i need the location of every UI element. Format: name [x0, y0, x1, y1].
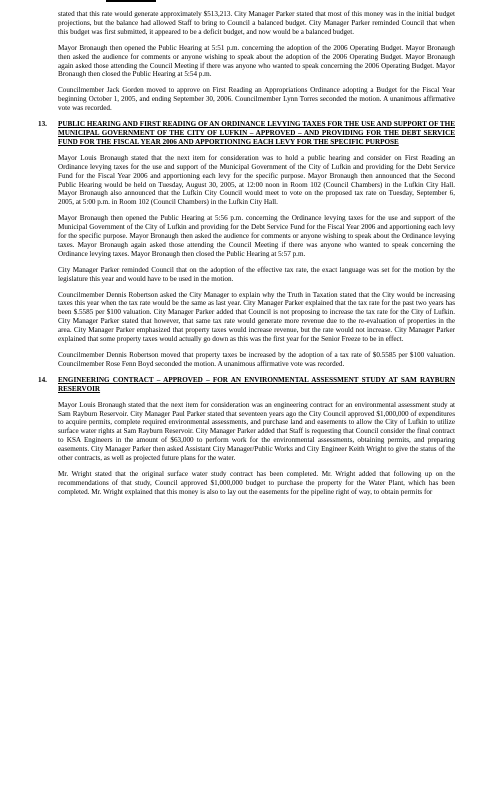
- agenda-item-13: [38, 120, 455, 147]
- agenda-item-14: [38, 375, 455, 394]
- paragraph: stated that this rate would generate approximately $513,213. City Manager Parker stated that most of this money was in the initial budget projections, but the balance had allowed Staff to bring to Council a balanced budget. City Manager Parker reminded Council that when this budget was first submitted, it appeared to be a deficit budget, and now would be a balanced budget.: [58, 10, 455, 36]
- item-title: PUBLIC HEARING AND FIRST READING OF AN ORDINANCE LEVYING TAXES FOR THE USE AND SUPPORT OF THE MUNICIPAL GOVERNMENT OF THE CITY OF LUFKIN – APPROVED – AND PROVIDING FOR THE DEBT SERVICE FUND FOR THE FISCAL YEAR 2006 AND APPORTIONING EACH LEVY FOR THE SPECIFIC PURPOSE: [58, 120, 455, 146]
- item-number: 13.: [38, 120, 47, 129]
- paragraph: City Manager Parker reminded Council that on the adoption of the effective tax rate, the exact language was set for the motion by the legislature this year and would have to be used in the motion.: [58, 265, 455, 283]
- paragraph: Mr. Wright stated that the original surface water study contract has been completed. Mr. Wright added that following up on the recommendations of that study, Council approved $1,000,000 budget to purchase the property for the Water Plant, which has been completed. Mr. Wright explained that this money is also to lay out the easements for the pipeline right of way, to obtain permits for: [58, 469, 455, 496]
- paragraph: Mayor Louis Bronaugh stated that the next item for consideration was to hold a public hearing and consider on First Reading an Ordinance levying taxes for the use and support of the Municipal Government of the City of Lufkin and providing for the Debt Service Fund for the Fiscal Year 2006 and apportioning each levy for the specific purpose. Mayor Bronaugh then announced that the Second Public Hearing would be held on Tuesday, August 30, 2005, at 12:00 noon in Room 102 (Council Chambers) in the Lufkin City Hall. Mayor Bronaugh also announced that the Lufkin City Council would meet to vote on the proposed tax rate on Tuesday, September 6, 2005, at 5:00 p.m. in Room 102 (Council Chambers) in the Lufkin City Hall.: [58, 153, 455, 207]
- paragraph: Councilmember Dennis Robertson moved that property taxes be increased by the adoption of a tax rate of $0.5585 per $100 valuation. Councilmember Rose Fenn Boyd seconded the motion. A unanimous affirmative vote was recorded.: [58, 351, 455, 368]
- item-title: ENGINEERING CONTRACT – APPROVED – FOR AN ENVIRONMENTAL ASSESSMENT STUDY AT SAM RAYBURN RESERVOIR: [58, 375, 455, 393]
- item-number: 14.: [38, 375, 47, 384]
- minutes-body: [38, 10, 455, 504]
- paragraph: Councilmember Jack Gorden moved to approve on First Reading an Appropriations Ordinance adopting a Budget for the Fiscal Year beginning October 1, 2005, and ending September 30, 2006. Councilmember Lynn Torres seconded the motion. A unanimous affirmative vote was recorded.: [58, 86, 455, 113]
- paragraph: Mayor Bronaugh then opened the Public Hearing at 5:56 p.m. concerning the Ordinance levying taxes for the use and support of the Municipal Government of the City of Lufkin and providing for the Debt Service Fund for the Fiscal Year 2006 and apportioning each levy for the specific purpose. Mayor Bronaugh then asked the audience for comments or anyone wishing to speak about the Ordinance levying taxes. Mayor Bronaugh again asked those attending the Council Meeting if there was anyone who wanted to speak concerning the Ordinance levying taxes. Mayor Bronaugh then closed the Public Hearing at 5:57 p.m.: [58, 214, 455, 258]
- paragraph: Councilmember Dennis Robertson asked the City Manager to explain why the Truth in Taxation stated that the City would be increasing taxes this year when the tax rate would be the same as last year. City Manager Parker explained that the tax rate for the past two years has been $.5585 per $100 valuation. City Manager Parker added that Council is not proposing to increase the tax rate for the City of Lufkin. City Manager Parker stated that however, that same tax rate would generate more revenue due to the re-evaluation of properties in the area. City Manager Parker emphasized that property taxes would increase revenue, but the rate would not increase. City Manager Parker explained that some property taxes would actually go down as this was the first year for the Senior Freeze to be in effect.: [58, 290, 455, 344]
- top-rule: [106, 0, 156, 2]
- paragraph: Mayor Louis Bronaugh stated that the next item for consideration was an engineering contract for an environmental assessment study at Sam Rayburn Reservoir. City Manager Paul Parker stated that seventeen years ago the City Council approved $1,000,000 of expenditures to acquire permits, complete required environmental assessments, and purchase land and easements to allow the City of Lufkin to utilize surface water rights at Sam Rayburn Reservoir. City Manager Parker added that Staff is requesting that Council consider the final contract to KSA Engineers in the amount of $63,000 to perform work for the environmental assessments, obtaining permits, and preparing easements. City Manager Parker then asked Assistant City Manager/Public Works and City Engineer Keith Wright to give the status of the other contracts, as well as projected future plans for the water.: [58, 400, 455, 463]
- paragraph: Mayor Bronaugh then opened the Public Hearing at 5:51 p.m. concerning the adoption of the 2006 Operating Budget. Mayor Bronaugh then asked the audience for comments or anyone wishing to speak about the adoption of the 2006 Operating Budget. Mayor Bronaugh again asked those attending the Council Meeting if there was anyone who wanted to speak concerning the 2006 Operating Budget. Mayor Bronaugh then closed the Public Hearing at 5:54 p.m.: [58, 43, 455, 79]
